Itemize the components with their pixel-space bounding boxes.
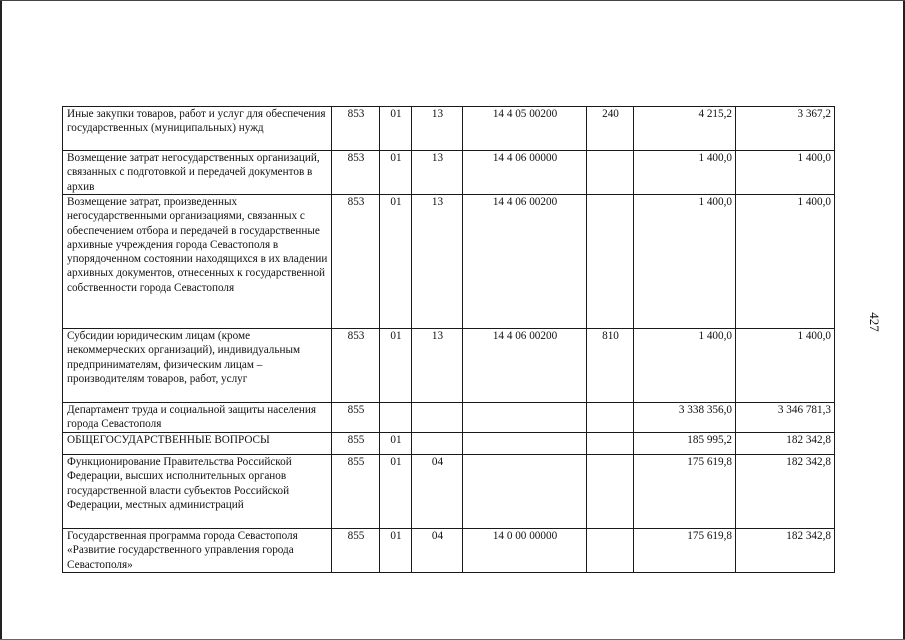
table-row [63, 195, 835, 329]
row-sum1: 185 995,2 [634, 433, 736, 455]
row-vr: 810 [587, 329, 634, 403]
row-rz: 01 [380, 329, 412, 403]
row-pr [412, 433, 463, 455]
row-sum2: 182 342,8 [736, 529, 835, 573]
row-ved: 853 [332, 151, 380, 195]
table-row [63, 329, 835, 403]
row-rz: 01 [380, 529, 412, 573]
row-name: ОБЩЕГОСУДАРСТВЕННЫЕ ВОПРОСЫ [63, 433, 332, 455]
budget-table [62, 106, 835, 573]
row-ved: 853 [332, 107, 380, 151]
row-csr [463, 403, 587, 433]
row-name: Субсидии юридическим лицам (кроме некоммерческих организаций), индивидуальным предпринимателям, физическим лицам – производителям товаров, работ, услуг [63, 329, 332, 403]
table-row [63, 529, 835, 573]
row-sum1: 3 338 356,0 [634, 403, 736, 433]
row-sum2: 1 400,0 [736, 329, 835, 403]
row-pr: 13 [412, 195, 463, 329]
row-vr [587, 529, 634, 573]
row-csr: 14 4 06 00200 [463, 195, 587, 329]
row-sum2: 1 400,0 [736, 151, 835, 195]
row-ved: 853 [332, 329, 380, 403]
row-csr [463, 455, 587, 529]
row-rz: 01 [380, 151, 412, 195]
row-sum2: 182 342,8 [736, 433, 835, 455]
row-vr [587, 195, 634, 329]
row-sum1: 1 400,0 [634, 151, 736, 195]
row-ved: 855 [332, 529, 380, 573]
row-sum2: 3 367,2 [736, 107, 835, 151]
table-row [63, 403, 835, 433]
row-rz: 01 [380, 433, 412, 455]
row-name: Возмещение затрат негосударственных организаций, связанных с подготовкой и передачей документов в архив [63, 151, 332, 195]
row-pr [412, 403, 463, 433]
row-name: Иные закупки товаров, работ и услуг для обеспечения государственных (муниципальных) нужд [63, 107, 332, 151]
table-row [63, 107, 835, 151]
row-pr: 13 [412, 107, 463, 151]
row-name: Департамент труда и социальной защиты населения города Севастополя [63, 403, 332, 433]
row-csr: 14 0 00 00000 [463, 529, 587, 573]
row-vr [587, 403, 634, 433]
row-name: Функционирование Правительства Российской Федерации, высших исполнительных органов государственной власти субъектов Российской Федерации, местных администраций [63, 455, 332, 529]
row-csr: 14 4 06 00000 [463, 151, 587, 195]
row-sum1: 175 619,8 [634, 529, 736, 573]
row-csr: 14 4 06 00200 [463, 329, 587, 403]
row-rz: 01 [380, 455, 412, 529]
table-row [63, 433, 835, 455]
row-ved: 855 [332, 455, 380, 529]
row-pr: 04 [412, 455, 463, 529]
row-sum2: 3 346 781,3 [736, 403, 835, 433]
page-number: 427 [867, 312, 882, 332]
row-sum1: 175 619,8 [634, 455, 736, 529]
row-csr: 14 4 05 00200 [463, 107, 587, 151]
row-vr [587, 433, 634, 455]
row-name: Возмещение затрат, произведенных негосударственными организациями, связанных с обеспечением отбора и передачей в государственные архивные учреждения города Севастополя в упорядоченном состоянии находящихся в их владении архивных документов, отнесенных к государственной собственности города Севастополя [63, 195, 332, 329]
row-sum2: 182 342,8 [736, 455, 835, 529]
row-ved: 853 [332, 195, 380, 329]
row-rz: 01 [380, 195, 412, 329]
row-ved: 855 [332, 433, 380, 455]
row-pr: 13 [412, 151, 463, 195]
row-csr [463, 433, 587, 455]
row-vr: 240 [587, 107, 634, 151]
row-pr: 04 [412, 529, 463, 573]
row-ved: 855 [332, 403, 380, 433]
row-name: Государственная программа города Севастополя «Развитие государственного управления города Севастополя» [63, 529, 332, 573]
row-sum1: 1 400,0 [634, 195, 736, 329]
row-vr [587, 455, 634, 529]
row-vr [587, 151, 634, 195]
row-rz [380, 403, 412, 433]
row-rz: 01 [380, 107, 412, 151]
scan-border-left [0, 0, 2, 640]
table-row [63, 151, 835, 195]
row-sum1: 1 400,0 [634, 329, 736, 403]
table-row [63, 455, 835, 529]
row-sum2: 1 400,0 [736, 195, 835, 329]
row-sum1: 4 215,2 [634, 107, 736, 151]
row-pr: 13 [412, 329, 463, 403]
scan-border-top [0, 0, 905, 1]
